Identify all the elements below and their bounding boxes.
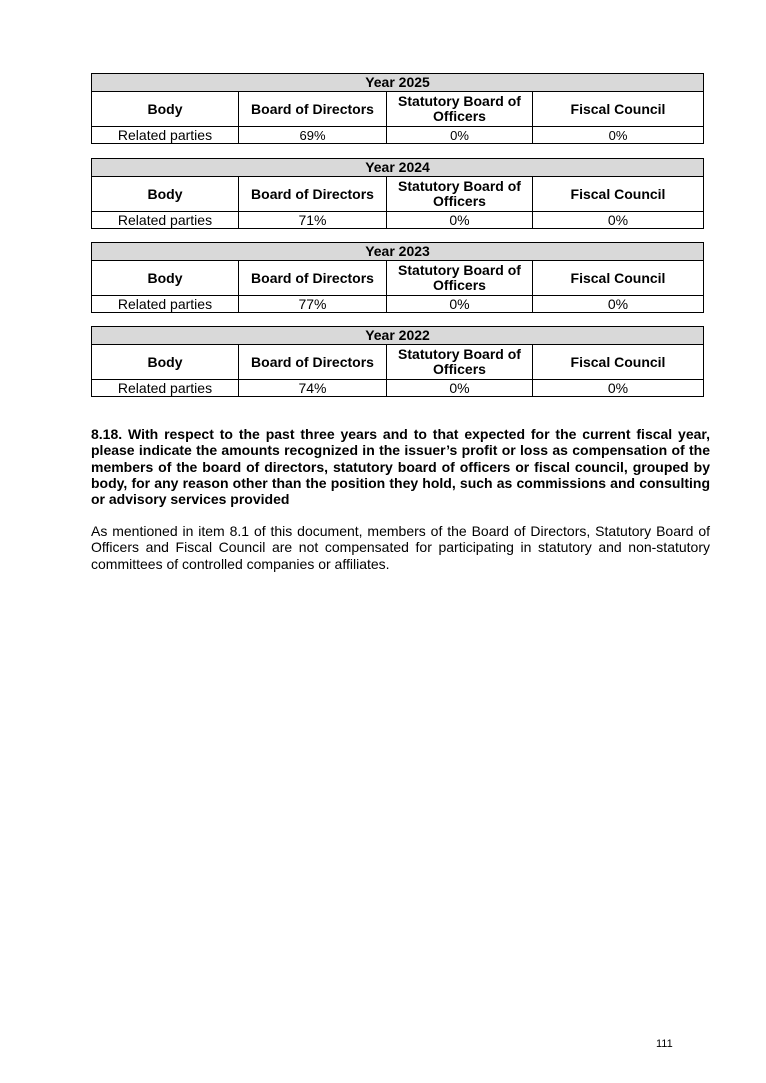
cell-statutory-board: 0%: [387, 212, 533, 229]
cell-fiscal-council: 0%: [533, 380, 704, 397]
page-number: 111: [656, 1038, 673, 1050]
compensation-table-2025: [91, 73, 704, 144]
compensation-table-2024: [91, 158, 704, 229]
row-label: Related parties: [92, 380, 239, 397]
table-year-label: Year 2025: [92, 74, 704, 92]
cell-board-of-directors: 74%: [239, 380, 387, 397]
column-header-body: Body: [92, 261, 239, 296]
column-header-fiscal-council: Fiscal Council: [533, 345, 704, 380]
column-header-statutory-board: Statutory Board of Officers: [387, 177, 533, 212]
cell-board-of-directors: 77%: [239, 296, 387, 313]
cell-statutory-board: 0%: [387, 380, 533, 397]
section-body-text: As mentioned in item 8.1 of this document, members of the Board of Directors, Statutory Board of Officers and Fiscal Council are not compensated for participating in statutory and non-statutory committees of controlled companies or affiliates.: [91, 523, 710, 572]
table-year-label: Year 2024: [92, 159, 704, 177]
column-header-fiscal-council: Fiscal Council: [533, 261, 704, 296]
table-year-label: Year 2023: [92, 243, 704, 261]
cell-statutory-board: 0%: [387, 296, 533, 313]
column-header-statutory-board: Statutory Board of Officers: [387, 261, 533, 296]
row-label: Related parties: [92, 212, 239, 229]
column-header-body: Body: [92, 177, 239, 212]
table-year-label: Year 2022: [92, 327, 704, 345]
compensation-table-2022: [91, 326, 704, 397]
column-header-fiscal-council: Fiscal Council: [533, 92, 704, 127]
column-header-statutory-board: Statutory Board of Officers: [387, 92, 533, 127]
cell-fiscal-council: 0%: [533, 296, 704, 313]
column-header-board-of-directors: Board of Directors: [239, 92, 387, 127]
cell-board-of-directors: 69%: [239, 127, 387, 144]
column-header-board-of-directors: Board of Directors: [239, 177, 387, 212]
column-header-fiscal-council: Fiscal Council: [533, 177, 704, 212]
compensation-table-2023: [91, 242, 704, 313]
section-heading-8-18: 8.18. With respect to the past three years and to that expected for the current fiscal year, please indicate the amounts recognized in the issuer’s profit or loss as compensation of the members of the board of directors, statutory board of officers or fiscal council, grouped by body, for any reason other than the position they hold, such as commissions and consulting or advisory services provided: [91, 426, 710, 508]
column-header-statutory-board: Statutory Board of Officers: [387, 345, 533, 380]
cell-fiscal-council: 0%: [533, 212, 704, 229]
cell-fiscal-council: 0%: [533, 127, 704, 144]
column-header-body: Body: [92, 92, 239, 127]
row-label: Related parties: [92, 296, 239, 313]
row-label: Related parties: [92, 127, 239, 144]
cell-statutory-board: 0%: [387, 127, 533, 144]
column-header-board-of-directors: Board of Directors: [239, 261, 387, 296]
cell-board-of-directors: 71%: [239, 212, 387, 229]
column-header-board-of-directors: Board of Directors: [239, 345, 387, 380]
column-header-body: Body: [92, 345, 239, 380]
